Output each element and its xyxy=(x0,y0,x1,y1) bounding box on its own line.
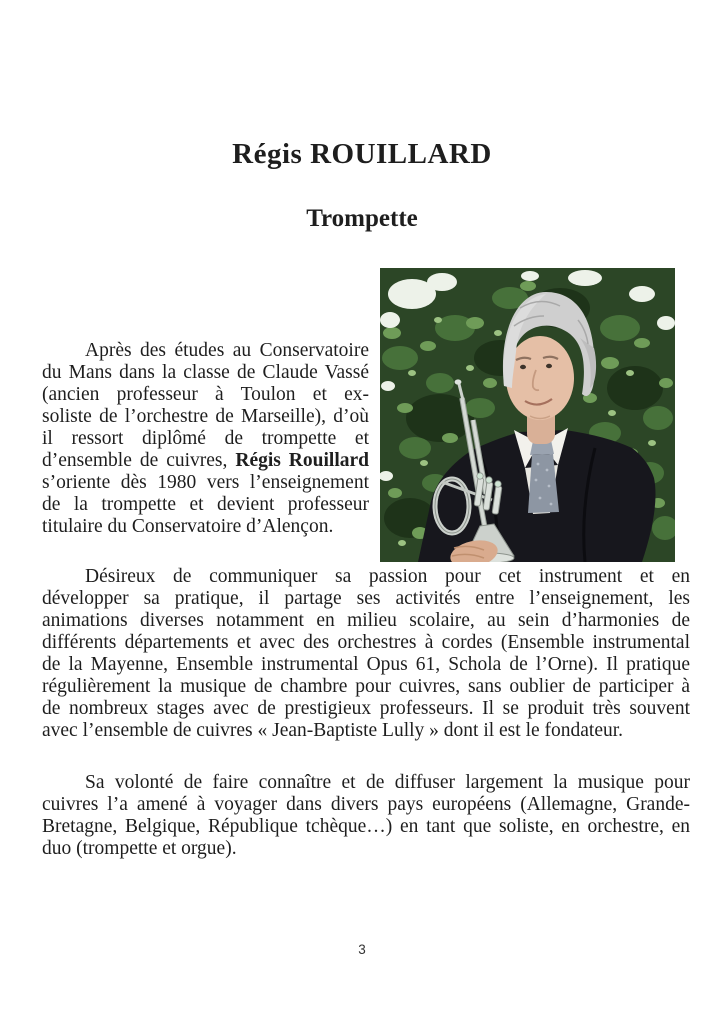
text-segment: d’ensemble de cuivres, xyxy=(42,450,236,471)
paragraph-intro xyxy=(42,340,369,538)
page-title: Régis ROUILLARD xyxy=(232,138,492,170)
portrait-photo-illustration xyxy=(380,268,675,562)
text-line: Désireux de communiquer sa passion pour cet instrument et en xyxy=(85,566,690,587)
text-line xyxy=(42,450,369,472)
text-line: avec l’ensemble de cuivres « Jean-Baptiste Lully » dont il est le fondateur. xyxy=(42,720,624,741)
text-line: il ressort diplômé de trompette et xyxy=(42,428,369,449)
text-line: cuivres l’a amené à voyager dans divers pays européens (Allemagne, Grande- xyxy=(42,794,690,815)
paragraph-activities xyxy=(42,566,690,742)
portrait-photo xyxy=(380,268,675,562)
text-line: de nombreux stages avec de prestigieux professeurs. Il se produit très souvent xyxy=(42,698,690,719)
text-line: régulièrement la musique de chambre pour cuivres, sans oublier de participer à xyxy=(42,676,690,697)
text-line: duo (trompette et orgue). xyxy=(42,838,237,859)
text-line: animations diverses notamment en milieu scolaire, au sein d’harmonies de xyxy=(42,610,690,631)
text-line: Après des études au Conservatoire xyxy=(85,340,369,361)
text-line: développer sa pratique, il partage ses activités entre l’enseignement, les xyxy=(42,588,690,609)
text-line: différents départements et avec des orchestres à cordes (Ensemble instrumental xyxy=(42,632,690,653)
page-number: 3 xyxy=(358,942,366,957)
text-line: Sa volonté de faire connaître et de diffuser largement la musique pour xyxy=(85,772,690,793)
text-line: titulaire du Conservatoire d’Alençon. xyxy=(42,516,334,537)
text-line: soliste de l’orchestre de Marseille), d’où xyxy=(42,406,369,427)
text-line: s’oriente dès 1980 vers l’enseignement xyxy=(42,472,369,493)
text-line: (ancien professeur à Toulon et ex- xyxy=(42,384,369,405)
person-name-bold: Régis Rouillard xyxy=(235,450,369,471)
page-subtitle: Trompette xyxy=(306,205,418,232)
text-line: de la Mayenne, Ensemble instrumental Opus 61, Schola de l’Orne). Il pratique xyxy=(42,654,690,675)
text-line: Bretagne, Belgique, République tchèque…) en tant que soliste, en orchestre, en xyxy=(42,816,690,837)
text-line: du Mans dans la classe de Claude Vassé xyxy=(42,362,369,383)
text-line: de la trompette et devient professeur xyxy=(42,494,369,515)
paragraph-travels xyxy=(42,772,690,860)
